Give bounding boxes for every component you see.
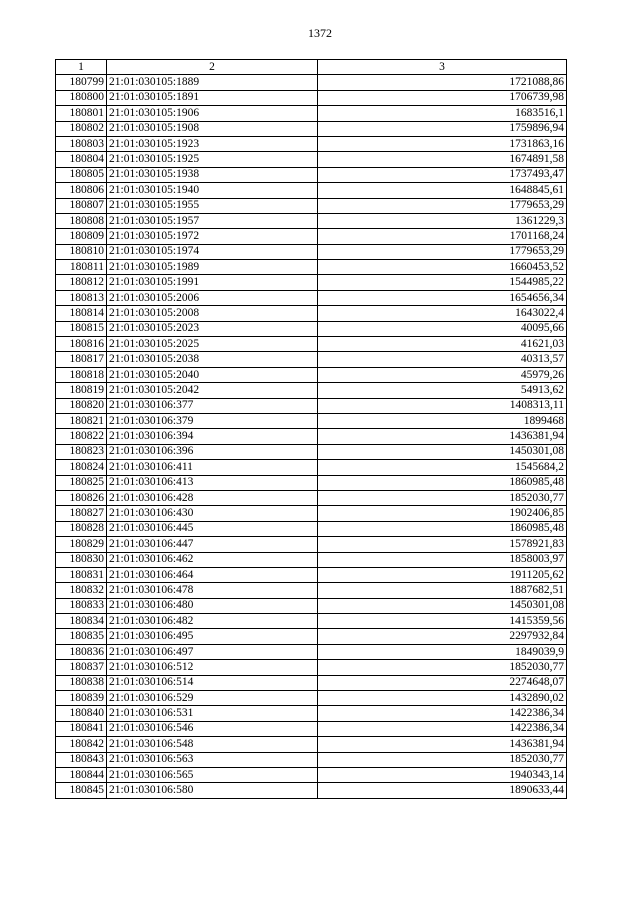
row-number-cell: 180806 bbox=[56, 183, 107, 198]
row-number-cell: 180803 bbox=[56, 136, 107, 151]
value-cell: 1674891,58 bbox=[318, 152, 567, 167]
value-cell: 2274648,07 bbox=[318, 675, 567, 690]
column-header-1: 1 bbox=[56, 60, 107, 75]
row-number-cell: 180817 bbox=[56, 352, 107, 367]
cadastral-number-cell: 21:01:030106:379 bbox=[107, 413, 318, 428]
row-number-cell: 180835 bbox=[56, 629, 107, 644]
table-row bbox=[56, 629, 567, 644]
cadastral-number-cell: 21:01:030105:1989 bbox=[107, 260, 318, 275]
cadastral-number-cell: 21:01:030106:428 bbox=[107, 490, 318, 505]
cadastral-number-cell: 21:01:030106:563 bbox=[107, 752, 318, 767]
value-cell: 1422386,34 bbox=[318, 721, 567, 736]
table-row bbox=[56, 352, 567, 367]
value-cell: 1436381,94 bbox=[318, 429, 567, 444]
table-row bbox=[56, 290, 567, 305]
row-number-cell: 180802 bbox=[56, 121, 107, 136]
row-number-cell: 180832 bbox=[56, 583, 107, 598]
cadastral-number-cell: 21:01:030106:580 bbox=[107, 783, 318, 798]
value-cell: 1890633,44 bbox=[318, 783, 567, 798]
row-number-cell: 180839 bbox=[56, 691, 107, 706]
table-row bbox=[56, 567, 567, 582]
row-number-cell: 180830 bbox=[56, 552, 107, 567]
value-cell: 1415359,56 bbox=[318, 614, 567, 629]
value-cell: 1849039,9 bbox=[318, 644, 567, 659]
value-cell: 1450301,08 bbox=[318, 598, 567, 613]
row-number-cell: 180800 bbox=[56, 90, 107, 105]
cadastral-number-cell: 21:01:030106:548 bbox=[107, 737, 318, 752]
value-cell: 1852030,77 bbox=[318, 660, 567, 675]
value-cell: 1852030,77 bbox=[318, 490, 567, 505]
row-number-cell: 180834 bbox=[56, 614, 107, 629]
value-cell: 1852030,77 bbox=[318, 752, 567, 767]
value-cell: 45979,26 bbox=[318, 367, 567, 382]
table-row bbox=[56, 229, 567, 244]
cadastral-number-cell: 21:01:030105:1991 bbox=[107, 275, 318, 290]
table-row bbox=[56, 537, 567, 552]
cadastral-number-cell: 21:01:030106:497 bbox=[107, 644, 318, 659]
value-cell: 2297932,84 bbox=[318, 629, 567, 644]
value-cell: 1544985,22 bbox=[318, 275, 567, 290]
value-cell: 1643022,4 bbox=[318, 306, 567, 321]
value-cell: 1737493,47 bbox=[318, 167, 567, 182]
value-cell: 1361229,3 bbox=[318, 213, 567, 228]
table-row bbox=[56, 75, 567, 90]
table-row bbox=[56, 583, 567, 598]
cadastral-number-cell: 21:01:030106:396 bbox=[107, 444, 318, 459]
table-row bbox=[56, 121, 567, 136]
row-number-cell: 180838 bbox=[56, 675, 107, 690]
value-cell: 1759896,94 bbox=[318, 121, 567, 136]
table-body bbox=[56, 75, 567, 798]
value-cell: 1706739,98 bbox=[318, 90, 567, 105]
value-cell: 1721088,86 bbox=[318, 75, 567, 90]
table-row bbox=[56, 675, 567, 690]
table-row bbox=[56, 644, 567, 659]
row-number-cell: 180840 bbox=[56, 706, 107, 721]
row-number-cell: 180807 bbox=[56, 198, 107, 213]
cadastral-number-cell: 21:01:030105:2038 bbox=[107, 352, 318, 367]
row-number-cell: 180843 bbox=[56, 752, 107, 767]
row-number-cell: 180814 bbox=[56, 306, 107, 321]
table-row bbox=[56, 490, 567, 505]
table-row bbox=[56, 444, 567, 459]
data-table bbox=[55, 59, 567, 799]
value-cell: 1860985,48 bbox=[318, 521, 567, 536]
cadastral-number-cell: 21:01:030105:2042 bbox=[107, 383, 318, 398]
value-cell: 1701168,24 bbox=[318, 229, 567, 244]
cadastral-number-cell: 21:01:030106:464 bbox=[107, 567, 318, 582]
table-row bbox=[56, 413, 567, 428]
value-cell: 54913,62 bbox=[318, 383, 567, 398]
cadastral-number-cell: 21:01:030106:394 bbox=[107, 429, 318, 444]
cadastral-number-cell: 21:01:030106:546 bbox=[107, 721, 318, 736]
value-cell: 1408313,11 bbox=[318, 398, 567, 413]
value-cell: 1422386,34 bbox=[318, 706, 567, 721]
row-number-cell: 180801 bbox=[56, 106, 107, 121]
cadastral-number-cell: 21:01:030106:478 bbox=[107, 583, 318, 598]
row-number-cell: 180826 bbox=[56, 490, 107, 505]
value-cell: 1860985,48 bbox=[318, 475, 567, 490]
table-row bbox=[56, 136, 567, 151]
header-row bbox=[56, 60, 567, 75]
table-row bbox=[56, 614, 567, 629]
value-cell: 1779653,29 bbox=[318, 244, 567, 259]
value-cell: 40313,57 bbox=[318, 352, 567, 367]
row-number-cell: 180837 bbox=[56, 660, 107, 675]
table-row bbox=[56, 398, 567, 413]
cadastral-number-cell: 21:01:030105:1957 bbox=[107, 213, 318, 228]
row-number-cell: 180799 bbox=[56, 75, 107, 90]
cadastral-number-cell: 21:01:030105:2025 bbox=[107, 337, 318, 352]
cadastral-number-cell: 21:01:030106:462 bbox=[107, 552, 318, 567]
table-row bbox=[56, 183, 567, 198]
table-row bbox=[56, 198, 567, 213]
row-number-cell: 180831 bbox=[56, 567, 107, 582]
row-number-cell: 180822 bbox=[56, 429, 107, 444]
row-number-cell: 180841 bbox=[56, 721, 107, 736]
row-number-cell: 180805 bbox=[56, 167, 107, 182]
cadastral-number-cell: 21:01:030106:480 bbox=[107, 598, 318, 613]
row-number-cell: 180833 bbox=[56, 598, 107, 613]
cadastral-number-cell: 21:01:030105:1974 bbox=[107, 244, 318, 259]
cadastral-number-cell: 21:01:030106:529 bbox=[107, 691, 318, 706]
value-cell: 1911205,62 bbox=[318, 567, 567, 582]
cadastral-number-cell: 21:01:030106:514 bbox=[107, 675, 318, 690]
table-row bbox=[56, 167, 567, 182]
table-row bbox=[56, 737, 567, 752]
column-header-2: 2 bbox=[107, 60, 318, 75]
table-row bbox=[56, 598, 567, 613]
table-row bbox=[56, 506, 567, 521]
table-row bbox=[56, 260, 567, 275]
table-row bbox=[56, 752, 567, 767]
table-row bbox=[56, 429, 567, 444]
row-number-cell: 180827 bbox=[56, 506, 107, 521]
row-number-cell: 180813 bbox=[56, 290, 107, 305]
row-number-cell: 180845 bbox=[56, 783, 107, 798]
cadastral-number-cell: 21:01:030105:1908 bbox=[107, 121, 318, 136]
value-cell: 1450301,08 bbox=[318, 444, 567, 459]
row-number-cell: 180819 bbox=[56, 383, 107, 398]
value-cell: 1899468 bbox=[318, 413, 567, 428]
cadastral-number-cell: 21:01:030105:1925 bbox=[107, 152, 318, 167]
cadastral-number-cell: 21:01:030105:2008 bbox=[107, 306, 318, 321]
value-cell: 1779653,29 bbox=[318, 198, 567, 213]
page-number: 1372 bbox=[308, 26, 332, 40]
value-cell: 1578921,83 bbox=[318, 537, 567, 552]
cadastral-number-cell: 21:01:030105:1972 bbox=[107, 229, 318, 244]
value-cell: 1648845,61 bbox=[318, 183, 567, 198]
table-row bbox=[56, 90, 567, 105]
table-row bbox=[56, 706, 567, 721]
row-number-cell: 180815 bbox=[56, 321, 107, 336]
table-row bbox=[56, 306, 567, 321]
table-row bbox=[56, 275, 567, 290]
row-number-cell: 180829 bbox=[56, 537, 107, 552]
value-cell: 1683516,1 bbox=[318, 106, 567, 121]
row-number-cell: 180804 bbox=[56, 152, 107, 167]
cadastral-number-cell: 21:01:030105:1940 bbox=[107, 183, 318, 198]
table-row bbox=[56, 552, 567, 567]
value-cell: 1902406,85 bbox=[318, 506, 567, 521]
row-number-cell: 180836 bbox=[56, 644, 107, 659]
row-number-cell: 180816 bbox=[56, 337, 107, 352]
row-number-cell: 180824 bbox=[56, 460, 107, 475]
table-row bbox=[56, 152, 567, 167]
table-row bbox=[56, 783, 567, 798]
cadastral-number-cell: 21:01:030106:430 bbox=[107, 506, 318, 521]
table-row bbox=[56, 475, 567, 490]
cadastral-number-cell: 21:01:030105:2023 bbox=[107, 321, 318, 336]
table-row bbox=[56, 691, 567, 706]
cadastral-number-cell: 21:01:030106:531 bbox=[107, 706, 318, 721]
cadastral-number-cell: 21:01:030105:1955 bbox=[107, 198, 318, 213]
row-number-cell: 180808 bbox=[56, 213, 107, 228]
row-number-cell: 180825 bbox=[56, 475, 107, 490]
cadastral-number-cell: 21:01:030106:377 bbox=[107, 398, 318, 413]
row-number-cell: 180812 bbox=[56, 275, 107, 290]
cadastral-number-cell: 21:01:030105:2040 bbox=[107, 367, 318, 382]
table-row bbox=[56, 321, 567, 336]
cadastral-number-cell: 21:01:030105:2006 bbox=[107, 290, 318, 305]
row-number-cell: 180821 bbox=[56, 413, 107, 428]
value-cell: 1858003,97 bbox=[318, 552, 567, 567]
value-cell: 1887682,51 bbox=[318, 583, 567, 598]
table-row bbox=[56, 721, 567, 736]
table-row bbox=[56, 106, 567, 121]
row-number-cell: 180842 bbox=[56, 737, 107, 752]
value-cell: 40095,66 bbox=[318, 321, 567, 336]
table-row bbox=[56, 337, 567, 352]
row-number-cell: 180844 bbox=[56, 767, 107, 782]
table-row bbox=[56, 383, 567, 398]
value-cell: 1940343,14 bbox=[318, 767, 567, 782]
value-cell: 1432890,02 bbox=[318, 691, 567, 706]
row-number-cell: 180828 bbox=[56, 521, 107, 536]
row-number-cell: 180823 bbox=[56, 444, 107, 459]
table-row bbox=[56, 660, 567, 675]
table-row bbox=[56, 213, 567, 228]
row-number-cell: 180818 bbox=[56, 367, 107, 382]
table-row bbox=[56, 521, 567, 536]
cadastral-number-cell: 21:01:030105:1938 bbox=[107, 167, 318, 182]
cadastral-number-cell: 21:01:030105:1889 bbox=[107, 75, 318, 90]
row-number-cell: 180811 bbox=[56, 260, 107, 275]
cadastral-number-cell: 21:01:030106:413 bbox=[107, 475, 318, 490]
cadastral-number-cell: 21:01:030105:1891 bbox=[107, 90, 318, 105]
column-header-3: 3 bbox=[318, 60, 567, 75]
cadastral-number-cell: 21:01:030106:411 bbox=[107, 460, 318, 475]
cadastral-number-cell: 21:01:030105:1906 bbox=[107, 106, 318, 121]
row-number-cell: 180820 bbox=[56, 398, 107, 413]
cadastral-number-cell: 21:01:030106:565 bbox=[107, 767, 318, 782]
table-row bbox=[56, 367, 567, 382]
row-number-cell: 180810 bbox=[56, 244, 107, 259]
value-cell: 1436381,94 bbox=[318, 737, 567, 752]
cadastral-number-cell: 21:01:030106:445 bbox=[107, 521, 318, 536]
value-cell: 1654656,34 bbox=[318, 290, 567, 305]
table-header bbox=[56, 60, 567, 75]
cadastral-number-cell: 21:01:030106:482 bbox=[107, 614, 318, 629]
cadastral-number-cell: 21:01:030106:512 bbox=[107, 660, 318, 675]
row-number-cell: 180809 bbox=[56, 229, 107, 244]
table-row bbox=[56, 244, 567, 259]
cadastral-number-cell: 21:01:030106:447 bbox=[107, 537, 318, 552]
value-cell: 1660453,52 bbox=[318, 260, 567, 275]
cadastral-number-cell: 21:01:030105:1923 bbox=[107, 136, 318, 151]
table-row bbox=[56, 767, 567, 782]
value-cell: 1545684,2 bbox=[318, 460, 567, 475]
value-cell: 1731863,16 bbox=[318, 136, 567, 151]
table-row bbox=[56, 460, 567, 475]
cadastral-number-cell: 21:01:030106:495 bbox=[107, 629, 318, 644]
value-cell: 41621,03 bbox=[318, 337, 567, 352]
